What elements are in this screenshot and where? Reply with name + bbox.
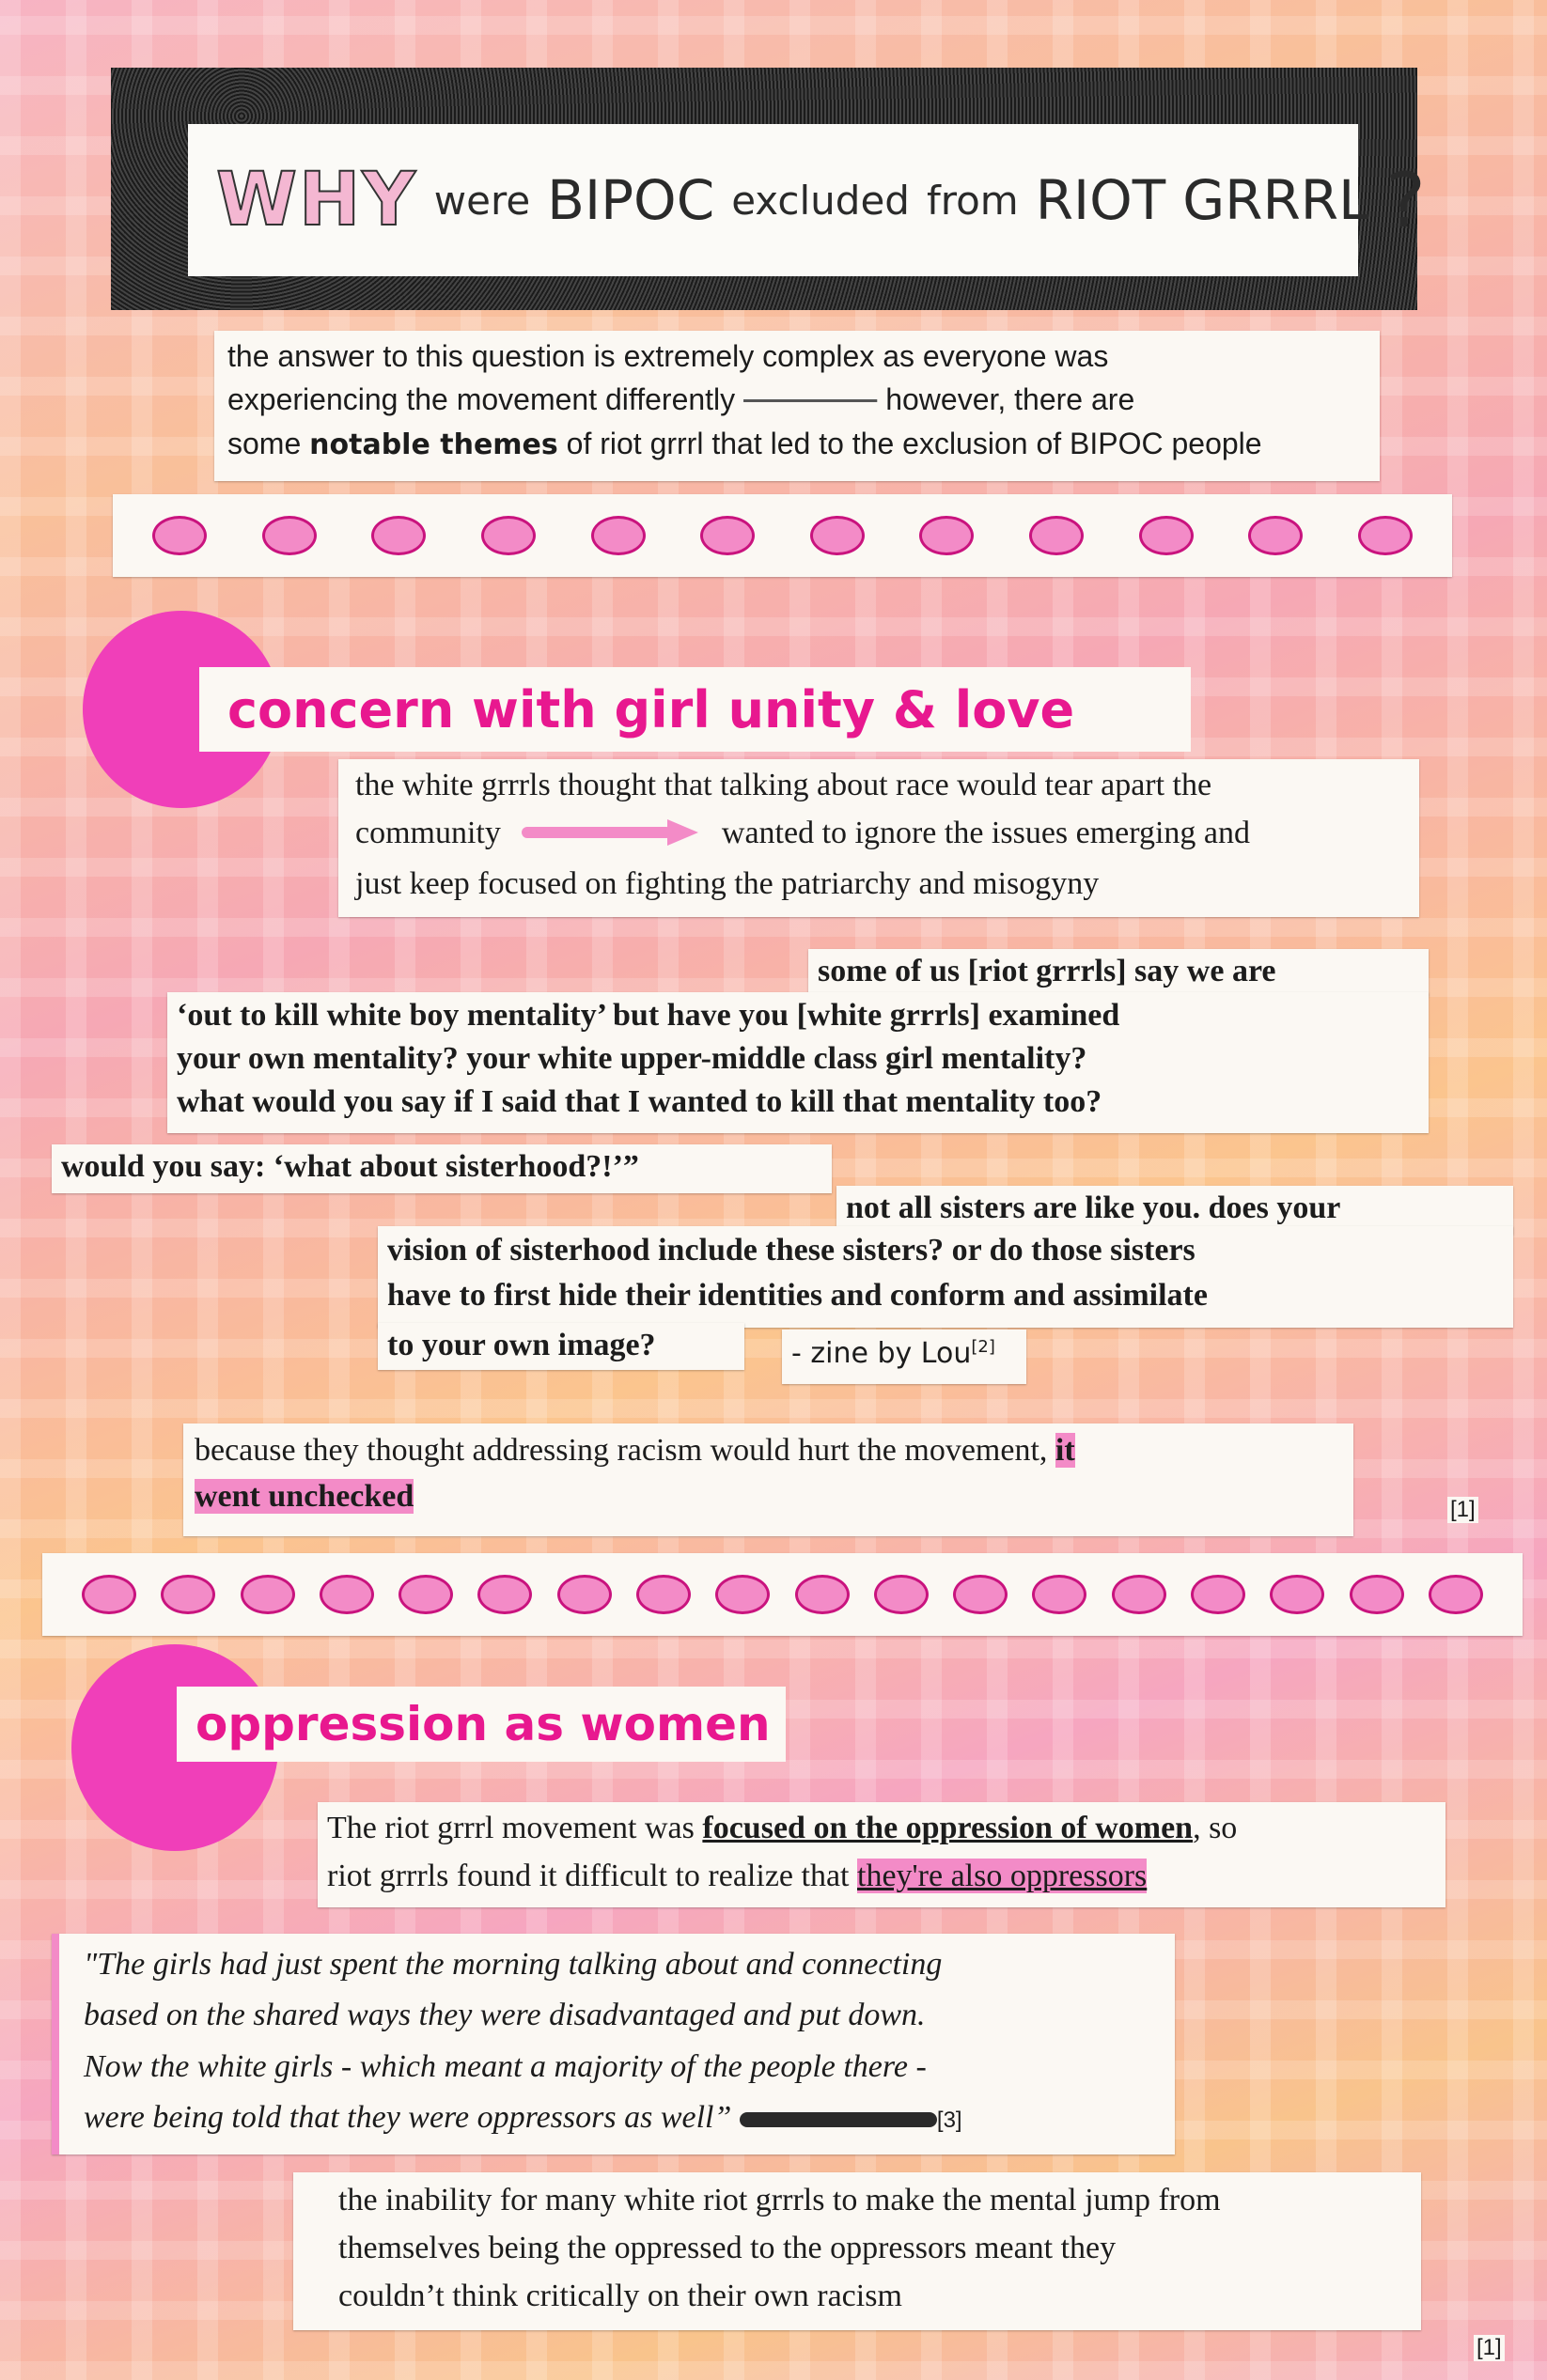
- section-1-heading: concern with girl unity & love: [199, 667, 1191, 752]
- section-2-note-line-3: couldn’t think critically on their own racism: [338, 2279, 902, 2313]
- dot: [1032, 1575, 1086, 1614]
- section-2-quote-line-1: "The girls had just spent the morning talking about and connecting: [84, 1947, 943, 1982]
- quote-block-2: [378, 1226, 1513, 1328]
- section-2-para-line-1a: The riot grrrl movement was: [327, 1811, 695, 1845]
- section-1-para-line-1: the white grrrls thought that talking about race would tear apart the: [355, 768, 1212, 802]
- section-2-heading: oppression as women: [177, 1687, 786, 1762]
- dot: [919, 516, 974, 555]
- dot: [152, 516, 207, 555]
- title-from: from: [926, 177, 1019, 224]
- quote-line-1: some of us [riot grrrls] say we are: [808, 949, 1429, 996]
- section-2-para-line-1: [327, 1804, 1436, 1852]
- section-2-para-line-2: [327, 1852, 1436, 1900]
- section-2-quote-line-4: [84, 2092, 1150, 2143]
- dot: [1358, 516, 1413, 555]
- intro-notable-themes: notable themes: [309, 428, 558, 461]
- dot: [241, 1575, 295, 1614]
- dot: [1248, 516, 1303, 555]
- title-grrrl: GRRRL: [1182, 168, 1369, 232]
- quote-line-8: have to first hide their identities and conform and assimilate: [387, 1277, 1208, 1313]
- title-question-mark: ?: [1385, 156, 1426, 244]
- section-2-quote-ref: [3]: [936, 2108, 962, 2134]
- section-2-quote: [52, 1934, 1175, 2154]
- dot: [810, 516, 865, 555]
- intro-line-2b: however, there are: [885, 382, 1135, 417]
- intro-text: [214, 331, 1380, 481]
- dot: [1112, 1575, 1166, 1614]
- section-2-note: [293, 2172, 1421, 2330]
- dot: [371, 516, 426, 555]
- quote-line-4: what would you say if I said that I wanted to kill that mentality too?: [177, 1083, 1102, 1119]
- title-bipoc: BIPOC: [547, 168, 715, 232]
- section-2-quote-line-4-text: were being told that they were oppressors as well”: [84, 2100, 732, 2136]
- dot: [715, 1575, 770, 1614]
- quote-attribution: [782, 1330, 1026, 1384]
- dot: [1139, 516, 1194, 555]
- section-2-para-line-1c: , so: [1193, 1811, 1238, 1845]
- dot: [1029, 516, 1084, 555]
- dot-row-2: [42, 1553, 1523, 1636]
- quote-line-5: would you say: ‘what about sisterhood?!’”: [52, 1144, 832, 1193]
- intro-line-1: the answer to this question is extremely complex as everyone was: [227, 339, 1109, 373]
- dot: [398, 1575, 453, 1614]
- dot: [320, 1575, 374, 1614]
- dot: [161, 1575, 215, 1614]
- page-title: [188, 124, 1426, 276]
- quote-line-3: your own mentality? your white upper-middle class girl mentality?: [177, 1040, 1087, 1076]
- section-1-paragraph: [338, 759, 1419, 917]
- section-1-para-line-2: [355, 809, 1402, 860]
- dot: [262, 516, 317, 555]
- section-1-para-line-2a: community: [355, 816, 501, 850]
- section-1-ref: [1]: [1447, 1497, 1478, 1523]
- quote-line-2: ‘out to kill white boy mentality’ but have you [white grrrls] examined: [177, 998, 1120, 1033]
- title-riot: RIOT: [1035, 168, 1166, 232]
- section-1-note: [183, 1423, 1353, 1536]
- section-1-note-line-1: [195, 1427, 1342, 1473]
- quote-line-7: vision of sisterhood include these sisters? or do those sisters: [387, 1233, 1195, 1268]
- section-1-note-line-2: went unchecked: [195, 1479, 414, 1515]
- section-2-note-line-1: the inability for many white riot grrrls to make the mental jump from: [338, 2183, 1221, 2217]
- dot: [700, 516, 755, 555]
- intro-line-3: [227, 422, 1367, 466]
- dot: [477, 1575, 532, 1614]
- section-2-paragraph: [318, 1802, 1445, 1907]
- section-2-para-line-1b: focused on the oppression of women: [702, 1811, 1194, 1845]
- dot: [82, 1575, 136, 1614]
- intro-line-2: [227, 378, 1367, 421]
- section-1-para-line-3: just keep focused on fighting the patriarchy and misogyny: [355, 865, 1100, 901]
- title-excluded: excluded: [731, 177, 910, 224]
- section-2-ref: [1]: [1474, 2335, 1505, 2361]
- section-1-note-line-1a: because they thought addressing racism would hurt the movement,: [195, 1433, 1048, 1468]
- title-why: WHY: [216, 158, 417, 242]
- section-2-quote-line-3: Now the white girls - which meant a majority of the people there -: [84, 2048, 927, 2084]
- dot: [557, 1575, 612, 1614]
- intro-line-3c: of riot grrrl that led to the exclusion of BIPOC people: [566, 426, 1262, 460]
- dot: [874, 1575, 929, 1614]
- quote-block-main: [167, 992, 1429, 1133]
- intro-strikeout: [743, 382, 877, 416]
- quote-line-9: to your own image?: [378, 1323, 744, 1370]
- section-1-para-line-2b: wanted to ignore the issues emerging and: [721, 816, 1251, 850]
- dot: [953, 1575, 1008, 1614]
- dot-row-1: [113, 494, 1452, 577]
- attribution-ref: [2]: [971, 1337, 995, 1357]
- dot: [1350, 1575, 1404, 1614]
- attribution-text: - zine by Lou: [791, 1337, 972, 1370]
- title-were: were: [433, 177, 531, 224]
- dot: [591, 516, 646, 555]
- intro-line-2a: experiencing the movement differently: [227, 382, 736, 417]
- section-2-note-line-2: themselves being the oppressed to the oppressors meant they: [338, 2231, 1117, 2265]
- quote-line-6: not all sisters are like you. does your: [836, 1186, 1513, 1235]
- dot: [1191, 1575, 1245, 1614]
- dot: [481, 516, 536, 555]
- section-2-quote-line-2: based on the shared ways they were disadvantaged and put down.: [84, 1998, 926, 2033]
- dot: [1270, 1575, 1324, 1614]
- intro-line-3a: some: [227, 426, 302, 460]
- arrow-icon: [522, 812, 700, 860]
- dot: [636, 1575, 691, 1614]
- section-1-note-line-1b: it: [1055, 1433, 1075, 1468]
- dot: [1429, 1575, 1483, 1614]
- dot: [795, 1575, 850, 1614]
- section-2-para-line-2b: they're also oppressors: [857, 1859, 1148, 1893]
- redaction-scribble: [740, 2112, 937, 2127]
- section-2-para-line-2a: riot grrrls found it difficult to realize that: [327, 1859, 850, 1893]
